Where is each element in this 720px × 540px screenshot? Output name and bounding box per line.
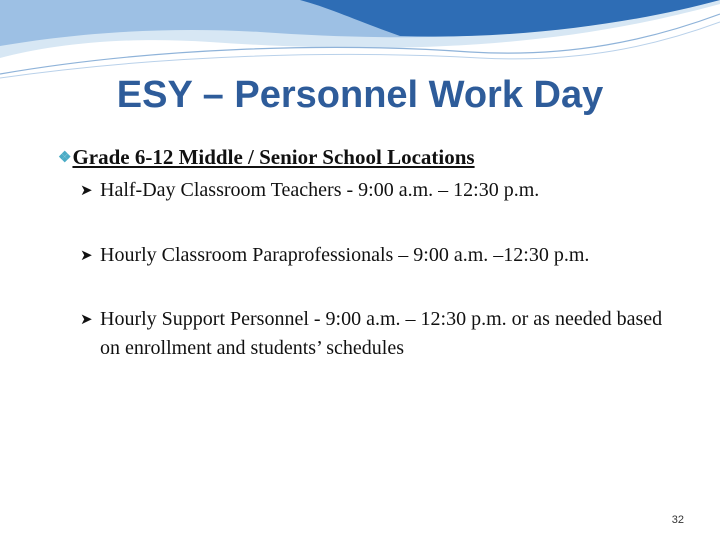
section-heading [58,145,475,170]
arrow-bullet-icon: ➤ [80,183,93,199]
bullet-item [80,176,680,206]
arrow-bullet-icon: ➤ [80,312,93,328]
slide-title: ESY – Personnel Work Day [116,74,604,116]
swirl-bullet-icon: ❖ [58,150,72,166]
bullet-text: Half-Day Classroom Teachers - 9:00 a.m. – 12:30 p.m. [100,179,540,201]
page-number: 32 [671,514,684,526]
bullet-text: Hourly Support Personnel - 9:00 a.m. – 12:30 p.m. or as needed based on enrollment and students’ schedules [100,308,663,359]
bullet-item [80,305,680,363]
arrow-bullet-icon: ➤ [80,248,93,264]
bullet-item [80,241,680,271]
section-heading-text: Grade 6-12 Middle / Senior School Locations [72,145,475,169]
bullet-text: Hourly Classroom Paraprofessionals – 9:00 a.m. –12:30 p.m. [100,244,590,266]
